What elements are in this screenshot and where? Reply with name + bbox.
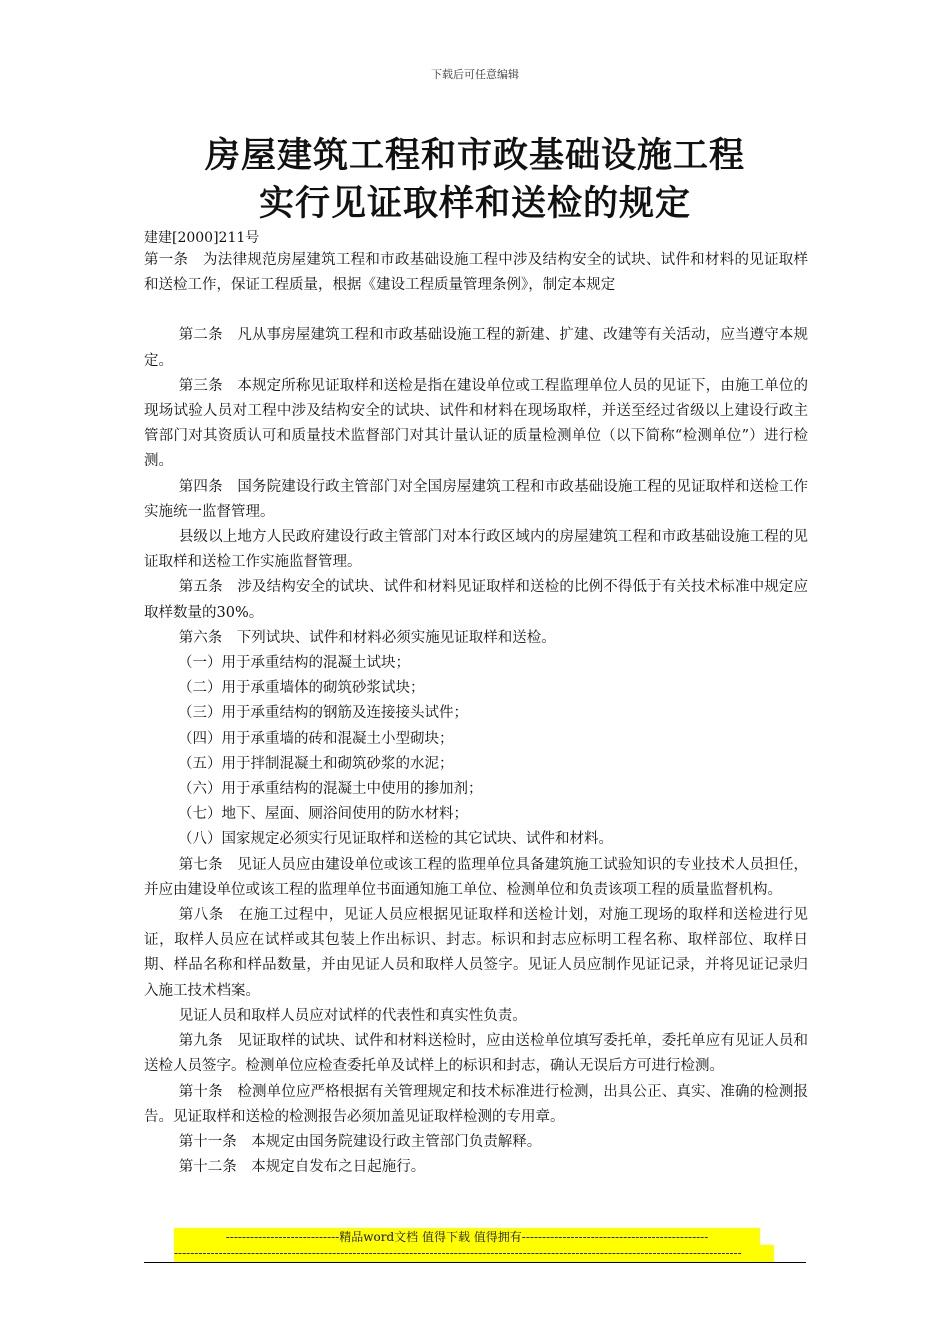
list-item: （六）用于承重结构的混凝土中使用的掺加剂； (178, 781, 483, 798)
article-12: 第十二条 本规定自发布之日起施行。 (178, 1159, 426, 1176)
footer-line-1: ----------------------------精品word文档 值得下载 值得拥有---------------------------------------------- (174, 1228, 760, 1246)
list-item: （三）用于承重结构的钢筋及连接接头试件； (178, 705, 468, 722)
document-body (144, 248, 808, 1180)
article-4-paragraph-2: 县级以上地方人民政府建设行政主管部门对本行政区域内的房屋建筑工程和市政基础设施工程的见证取样和送检工作实施监督管理。 (144, 529, 808, 571)
list-item: （一）用于承重结构的混凝土试块； (178, 655, 410, 672)
article-2: 第二条 凡从事房屋建筑工程和市政基础设施工程的新建、扩建、改建等有关活动，应当遵守本规定。 (144, 327, 808, 369)
article-4: 第四条 国务院建设行政主管部门对全国房屋建筑工程和市政基础设施工程的见证取样和送检工作实施统一监督管理。 (144, 478, 808, 520)
article-9: 第九条 见证取样的试块、试件和材料送检时，应由送检单位填写委托单，委托单应有见证人员和送检人员签字。检测单位应检查委托单及试样上的标识和封志，确认无误后方可进行检测。 (144, 1033, 808, 1075)
article-5: 第五条 涉及结构安全的试块、试件和材料见证取样和送检的比例不得低于有关技术标准中规定应取样数量的30%。 (144, 579, 808, 621)
article-10: 第十条 检测单位应严格根据有关管理规定和技术标准进行检测，出具公正、真实、准确的检测报告。见证取样和送检的检测报告必须加盖见证取样检测的专用章。 (144, 1083, 808, 1125)
article-3: 第三条 本规定所称见证取样和送检是指在建设单位或工程监理单位人员的见证下，由施工单位的现场试验人员对工程中涉及结构安全的试块、试件和材料在现场取样，并送至经过省级以上建设行政主管部门对其资质认可和质量技术监督部门对其计量认证的质量检测单位（以下简称“检测单位”）进行检测。 (144, 377, 808, 470)
list-item: （四）用于承重墙的砖和混凝土小型砌块； (178, 730, 454, 747)
article-1: 第一条 为法律规范房屋建筑工程和市政基础设施工程中涉及结构安全的试块、试件和材料的见证取样和送检工作，保证工程质量，根据《建设工程质量管理条例》，制定本规定 (144, 252, 808, 294)
article-11: 第十一条 本规定由国务院建设行政主管部门负责解释。 (178, 1133, 542, 1150)
document-title-line-2: 实行见证取样和送检的规定 (258, 184, 691, 224)
footer-rule (144, 1262, 806, 1263)
paragraph-gap (144, 298, 808, 323)
header-note: 下载后可任意编辑 (431, 68, 519, 81)
article-8-paragraph-2: 见证人员和取样人员应对试样的代表性和真实性负责。 (178, 1007, 527, 1024)
list-item: （五）用于拌制混凝土和砌筑砂浆的水泥； (178, 755, 454, 772)
list-item: （七）地下、屋面、厕浴间使用的防水材料； (178, 806, 468, 823)
footer-line-2: -------------------------------------------------------------------------------------------------------------------------------------------- (174, 1245, 774, 1262)
article-6: 第六条 下列试块、试件和材料必须实施见证取样和送检。 (178, 629, 556, 646)
list-item: （二）用于承重墙体的砌筑砂浆试块； (178, 680, 425, 697)
article-7: 第七条 见证人员应由建设单位或该工程的监理单位具备建筑施工试验知识的专业技术人员担任，并应由建设单位或该工程的监理单位书面通知施工单位、检测单位和负责该项工程的质量监督机构。 (144, 856, 808, 898)
article-8: 第八条 在施工过程中，见证人员应根据见证取样和送检计划，对施工现场的取样和送检进行见证，取样人员应在试样或其包装上作出标识、封志。标识和封志应标明工程名称、取样部位、取样日期、样品名称和样品数量，并由见证人员和取样人员签字。见证人员应制作见证记录，并将见证记录归入施工技术档案。 (144, 907, 808, 999)
list-item: （八）国家规定必须实行见证取样和送检的其它试块、试件和材料。 (178, 831, 613, 848)
document-title-line-1: 房屋建筑工程和市政基础设施工程 (204, 136, 745, 176)
document-number: 建建[2000]211号 (144, 230, 260, 246)
